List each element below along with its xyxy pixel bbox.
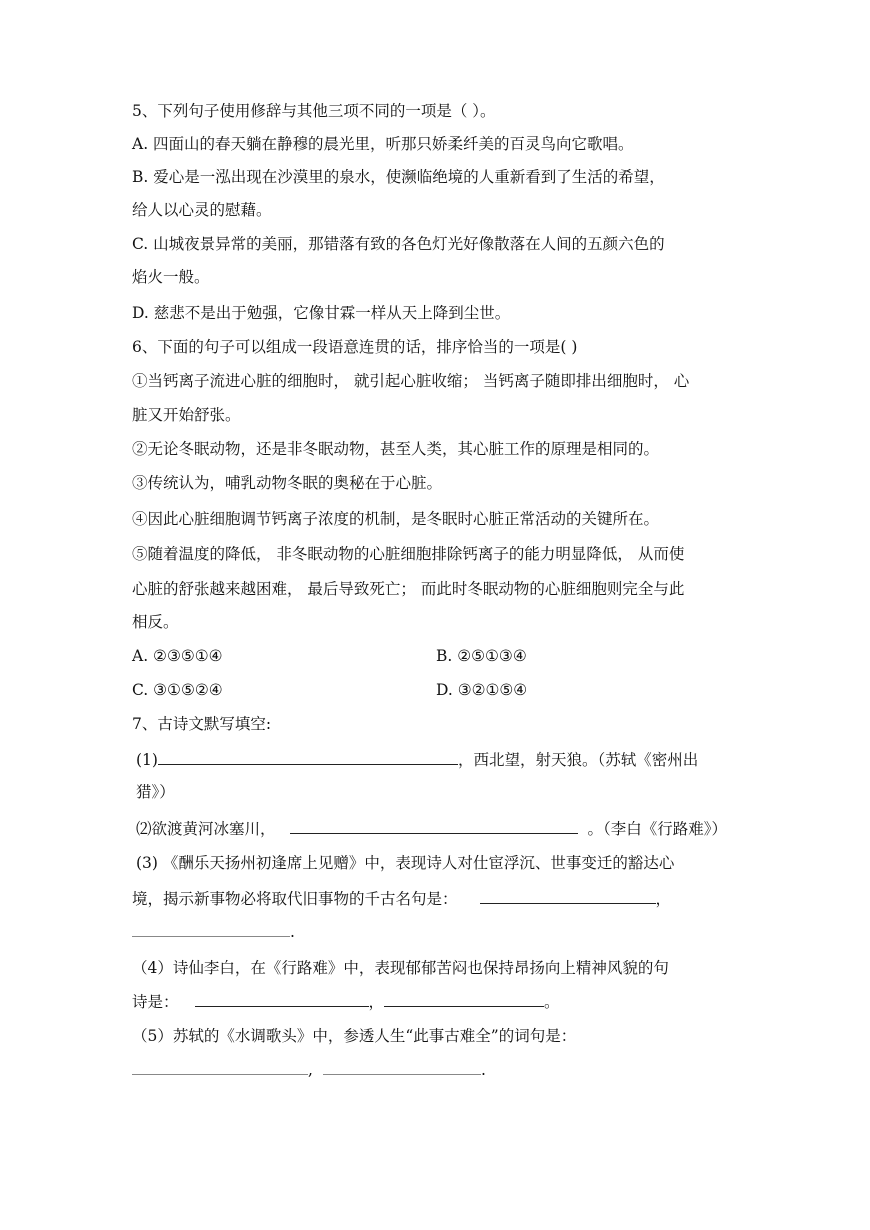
q6-sentence-2: ②无论冬眠动物，还是非冬眠动物，甚至人类，其心脏工作的原理是相同的。 [132,440,660,458]
q7-item-5-blank-a[interactable] [132,1058,308,1075]
q5-option-c-line1: C. 山城夜景异常的美丽，那错落有致的各色灯光好像散落在人间的五颜六色的 [132,235,665,253]
q7-stem: 7、古诗文默写填空: [132,715,272,733]
q6-sentence-4: ④因此心脏细胞调节钙离子浓度的机制，是冬眠时心脏正常活动的关键所在。 [132,510,660,528]
q7-item-1-cont: 猎》） [136,783,175,801]
q7-item-4-line2 [132,990,560,1013]
q7-item-4-blank-a[interactable] [195,990,369,1007]
q7-item-4-comma: ， [368,993,385,1011]
q7-item-3-blank-a[interactable] [480,887,656,904]
q7-item-5-line1: （5）苏轼的《水调歌头》中，参透人生“此事古难全”的词句是： [132,1027,577,1045]
q6-stem: 6、下面的句子可以组成一段语意连贯的话，排序恰当的一项是( ) [132,338,578,356]
q7-item-2-blank[interactable] [290,817,578,834]
q6-option-d: D. ③②①⑤④ [436,681,528,699]
q7-item-1 [136,748,698,771]
q6-sentence-5-line2: 心脏的舒张越来越困难， 最后导致死亡； 而此时冬眠动物的心脏细胞则完全与此 [132,580,685,598]
q7-item-5-separator: , [308,1061,313,1079]
q7-item-4-blank-b[interactable] [384,990,544,1007]
q7-item-4-prefix: 诗是： [132,993,179,1011]
q7-item-3-line2 [132,887,671,910]
q6-sentence-1-line1: ①当钙离子流进心脏的细胞时， 就引起心脏收缩； 当钙离子随即排出细胞时， 心 [132,372,690,390]
q7-item-3-end: . [290,923,295,941]
q7-item-5-end: . [480,1061,486,1079]
q7-item-3-line3 [132,920,295,943]
q5-option-d: D. 慈悲不是出于勉强，它像甘霖一样从天上降到尘世。 [132,304,511,322]
q5-stem: 5、下列句子使用修辞与其他三项不同的一项是（ ）。 [132,102,496,120]
q7-item-3-text: 境，揭示新事物必将取代旧事物的千古名句是： [132,890,458,908]
q6-option-a: A. ②③⑤①④ [132,647,223,665]
q6-sentence-3: ③传统认为，哺乳动物冬眠的奥秘在于心脏。 [132,474,443,492]
q7-item-3-comma: ， [655,890,672,908]
q7-item-4-line1: （4）诗仙李白，在《行路难》中，表现郁郁苦闷也保持昂扬向上精神风貌的句 [132,959,669,977]
q7-item-4-end: 。 [544,993,560,1011]
q7-item-2-prefix: ⑵欲渡黄河冰塞川， [136,820,276,838]
q6-sentence-5-line1: ⑤随着温度的降低， 非冬眠动物的心脏细胞排除钙离子的能力明显降低， 从而使 [132,545,685,563]
q7-item-3-line1: (3) 《酬乐天扬州初逢席上见赠》中，表现诗人对仕宦浮沉、世事变迁的豁达心 [136,854,675,872]
q5-option-a: A. 四面山的春天躺在静穆的晨光里，听那只娇柔纤美的百灵鸟向它歌唱。 [132,135,634,153]
q7-item-1-suffix: ，西北望，射天狼。（苏轼《密州出 [457,751,699,769]
q7-item-1-blank[interactable] [158,748,458,765]
q7-item-1-prefix: (1) [136,751,158,769]
q6-option-b: B. ②⑤①③④ [436,647,527,665]
q6-sentence-1-line2: 脏又开始舒张。 [132,406,241,424]
q7-item-2-suffix: 。（李白《行路难》） [587,820,728,838]
q5-option-b-line1: B. 爱心是一泓出现在沙漠里的泉水，使濒临绝境的人重新看到了生活的希望， [132,168,665,186]
q7-item-2 [136,817,727,840]
q5-option-c-line2: 焰火一般。 [132,268,210,286]
q7-item-5-blank-b[interactable] [323,1058,481,1075]
q7-item-3-blank-b[interactable] [132,920,290,937]
q6-option-c: C. ③①⑤②④ [132,681,223,699]
q7-item-5-line2 [132,1058,486,1081]
q5-option-b-line2: 给人以心灵的慰藉。 [132,201,272,219]
q6-sentence-5-line3: 相反。 [132,613,179,631]
